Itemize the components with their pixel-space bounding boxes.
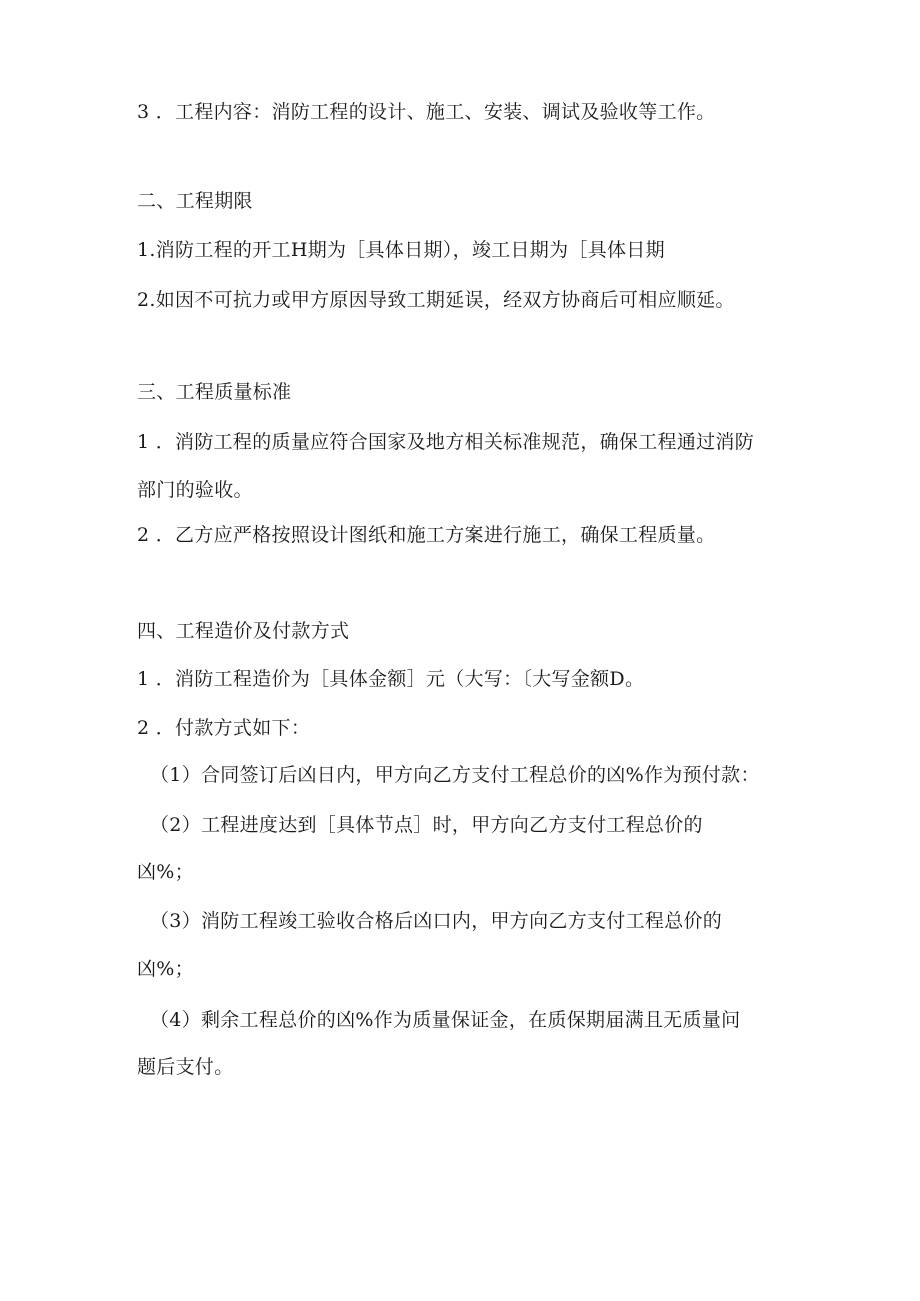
item-3-engineering-content: 3 ．工程内容：消防工程的设计、施工、安装、调试及验收等工作。 bbox=[137, 101, 716, 123]
section-3-item-2: 2 ．乙方应严格按照设计图纸和施工方案进行施工，确保工程质量。 bbox=[137, 524, 716, 546]
payment-sub-item-4-line-2: 题后支付。 bbox=[137, 1056, 234, 1078]
section-3-item-1-line-2: 部门的验收。 bbox=[137, 479, 253, 501]
section-2-heading: 二、工程期限 bbox=[137, 190, 253, 212]
payment-sub-item-4-line-1: （4）剩余工程总价的凶%作为质量保证金，在质保期届满且无质量问 bbox=[150, 1009, 741, 1031]
payment-sub-item-2-line-2: 凶%； bbox=[137, 861, 194, 883]
section-4-heading: 四、工程造价及付款方式 bbox=[137, 620, 350, 642]
payment-sub-item-2-line-1: （2）工程进度达到［具体节点］时，甲方向乙方支付工程总价的 bbox=[150, 814, 703, 836]
section-4-item-2: 2 ．付款方式如下： bbox=[137, 717, 311, 739]
payment-sub-item-3-line-2: 凶%； bbox=[137, 958, 194, 980]
section-3-item-1-line-1: 1 ．消防工程的质量应符合国家及地方相关标准规范，确保工程通过消防 bbox=[137, 431, 755, 453]
payment-sub-item-1: （1）合同签订后凶日内，甲方向乙方支付工程总价的凶%作为预付款： bbox=[150, 764, 760, 786]
section-2-item-1: 1.消防工程的开工H期为［具体日期），竣工日期为［具体日期 bbox=[137, 239, 665, 261]
section-2-item-2: 2.如因不可抗力或甲方原因导致工期延误，经双方协商后可相应顺延。 bbox=[137, 289, 735, 311]
section-4-item-1: 1 ．消防工程造价为［具体金额］元（大写：〔大写金额D。 bbox=[137, 668, 645, 690]
section-3-heading: 三、工程质量标准 bbox=[137, 381, 292, 403]
payment-sub-item-3-line-1: （3）消防工程竣工验收合格后凶口内，甲方向乙方支付工程总价的 bbox=[150, 910, 723, 932]
